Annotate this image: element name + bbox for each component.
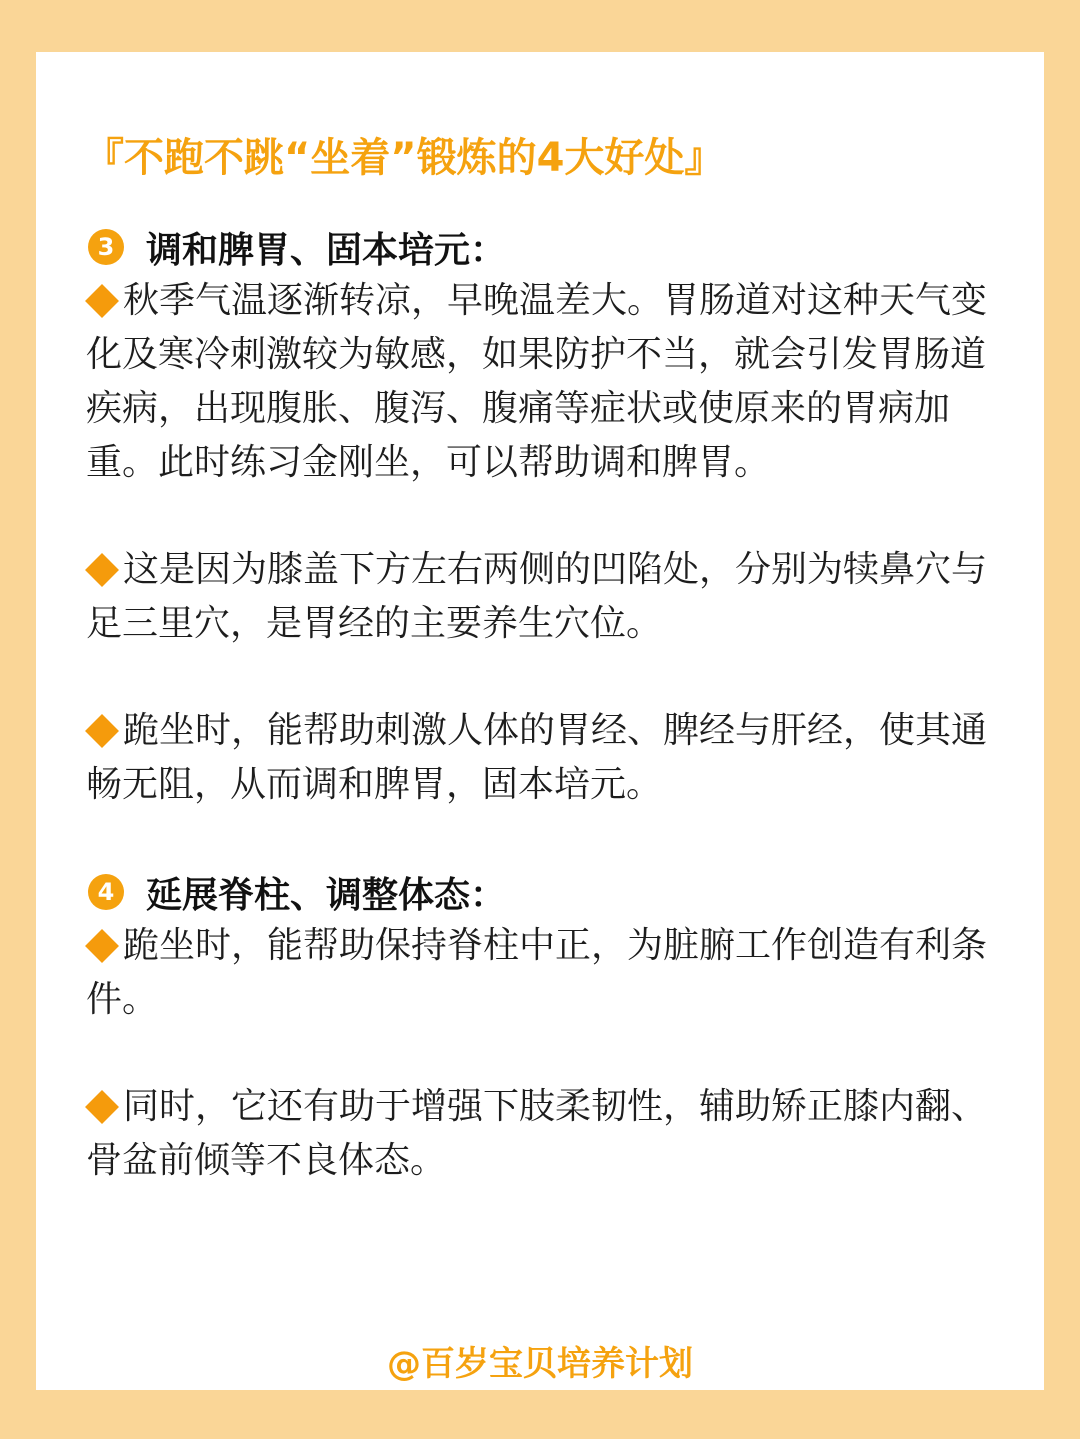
page-title: 『不跑不跳“坐着”锻炼的4大好处』	[84, 135, 725, 181]
paragraph	[86, 543, 1004, 651]
paragraph-spacer	[86, 1027, 1004, 1080]
section-heading-4	[86, 865, 1004, 919]
paragraph-text: 跪坐时，能帮助刺激人体的胃经、脾经与肝经，使其通畅无阻，从而调和脾胃，固本培元。	[86, 710, 988, 805]
paragraph	[86, 919, 1004, 1027]
paragraph-text: 秋季气温逐渐转凉，早晚温差大。胃肠道对这种天气变化及寒冷刺激较为敏感，如果防护不当，就会引发胃肠道疾病，出现腹胀、腹泻、腹痛等症状或使原来的胃病加重。此时练习金刚坐，可以帮助调和脾胃。	[86, 280, 988, 483]
article-body	[86, 220, 1004, 1188]
paragraph	[86, 274, 1004, 490]
paragraph-spacer	[86, 490, 1004, 543]
diamond-bullet-icon	[85, 929, 119, 963]
diamond-bullet-icon	[85, 1090, 119, 1124]
section-heading-text: 延展脊柱、调整体态：	[146, 874, 507, 916]
paragraph-text: 这是因为膝盖下方左右两侧的凹陷处，分别为犊鼻穴与足三里穴，是胃经的主要养生穴位。	[86, 549, 988, 644]
number-badge-icon: 3	[88, 229, 124, 265]
paragraph-text: 跪坐时，能帮助保持脊柱中正，为脏腑工作创造有利条件。	[86, 925, 988, 1020]
paragraph	[86, 1080, 1004, 1188]
diamond-bullet-icon	[85, 714, 119, 748]
number-badge-icon: 4	[88, 874, 124, 910]
section-heading-3	[86, 220, 1004, 274]
section-spacer	[86, 812, 1004, 865]
author-signature: @百岁宝贝培养计划	[387, 1344, 693, 1384]
diamond-bullet-icon	[85, 553, 119, 587]
section-heading-text: 调和脾胃、固本培元：	[146, 229, 507, 271]
paragraph-text: 同时，它还有助于增强下肢柔韧性，辅助矫正膝内翻、骨盆前倾等不良体态。	[86, 1086, 988, 1181]
paragraph-spacer	[86, 651, 1004, 704]
paragraph	[86, 704, 1004, 812]
diamond-bullet-icon	[85, 284, 119, 318]
